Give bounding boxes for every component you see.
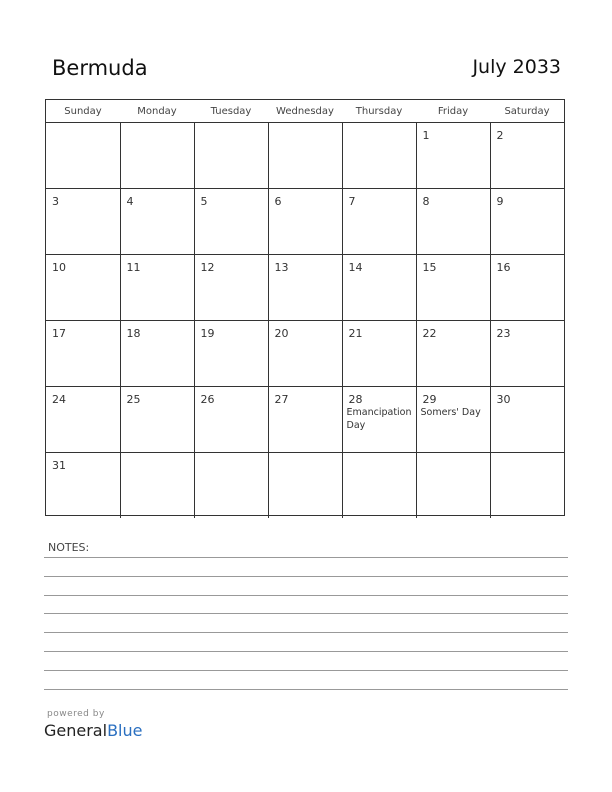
holiday-event: Emancipation Day bbox=[346, 407, 412, 431]
note-line bbox=[44, 576, 568, 577]
day-cell bbox=[194, 387, 268, 453]
day-cell bbox=[46, 387, 120, 453]
day-cell bbox=[120, 123, 194, 189]
day-cell bbox=[416, 189, 490, 255]
month-year-title: July 2033 bbox=[472, 56, 561, 78]
day-cell bbox=[342, 321, 416, 387]
day-number bbox=[121, 453, 194, 459]
day-cell bbox=[120, 255, 194, 321]
week-row bbox=[46, 321, 564, 387]
weekday-tuesday: Tuesday bbox=[194, 100, 268, 123]
day-cell bbox=[120, 321, 194, 387]
day-number: 8 bbox=[422, 195, 430, 208]
day-number: 9 bbox=[496, 195, 504, 208]
day-cell bbox=[46, 123, 120, 189]
day-number: 28 bbox=[348, 393, 363, 406]
day-cell bbox=[416, 453, 490, 519]
day-cell bbox=[416, 387, 490, 453]
day-number: 30 bbox=[496, 393, 511, 406]
day-cell bbox=[268, 453, 342, 519]
day-number bbox=[269, 453, 342, 459]
day-number bbox=[343, 123, 416, 129]
day-number: 31 bbox=[52, 459, 66, 472]
day-number: 20 bbox=[274, 327, 289, 340]
day-cell bbox=[490, 453, 564, 519]
day-cell bbox=[194, 255, 268, 321]
day-number: 13 bbox=[274, 261, 289, 274]
day-number bbox=[417, 453, 490, 459]
note-line bbox=[44, 613, 568, 614]
day-cell bbox=[194, 321, 268, 387]
week-row bbox=[46, 123, 564, 189]
holiday-event: Somers' Day bbox=[420, 407, 481, 418]
day-number: 19 bbox=[200, 327, 215, 340]
day-number bbox=[491, 453, 565, 459]
day-cell bbox=[194, 453, 268, 519]
day-number: 26 bbox=[200, 393, 215, 406]
day-cell bbox=[342, 255, 416, 321]
day-number: 15 bbox=[422, 261, 437, 274]
day-number: 2 bbox=[496, 129, 504, 142]
day-cell bbox=[490, 123, 564, 189]
day-cell bbox=[120, 453, 194, 519]
weekday-wednesday: Wednesday bbox=[268, 100, 342, 123]
day-cell bbox=[46, 255, 120, 321]
day-number: 5 bbox=[200, 195, 208, 208]
week-row bbox=[46, 189, 564, 255]
day-number: 12 bbox=[200, 261, 215, 274]
day-number: 24 bbox=[52, 393, 66, 406]
day-cell bbox=[46, 321, 120, 387]
day-number: 17 bbox=[52, 327, 66, 340]
day-cell bbox=[194, 189, 268, 255]
day-number: 6 bbox=[274, 195, 282, 208]
day-number: 14 bbox=[348, 261, 363, 274]
day-cell bbox=[342, 123, 416, 189]
day-number: 3 bbox=[52, 195, 59, 208]
day-number: 25 bbox=[126, 393, 141, 406]
calendar-grid bbox=[45, 99, 565, 516]
day-cell bbox=[342, 189, 416, 255]
day-cell bbox=[490, 189, 564, 255]
day-cell bbox=[268, 189, 342, 255]
brand-logo[interactable] bbox=[44, 721, 142, 740]
day-cell bbox=[490, 387, 564, 453]
weekday-header-row bbox=[46, 100, 564, 123]
note-line bbox=[44, 557, 568, 558]
day-cell bbox=[194, 123, 268, 189]
brand-blue: Blue bbox=[107, 721, 143, 740]
day-cell bbox=[268, 255, 342, 321]
day-number: 10 bbox=[52, 261, 66, 274]
brand-general: General bbox=[44, 721, 108, 740]
day-cell bbox=[490, 255, 564, 321]
day-number: 16 bbox=[496, 261, 511, 274]
day-cell bbox=[268, 387, 342, 453]
day-number: 27 bbox=[274, 393, 289, 406]
note-line bbox=[44, 595, 568, 596]
notes-label: NOTES: bbox=[48, 541, 90, 554]
day-number: 4 bbox=[126, 195, 134, 208]
day-cell bbox=[120, 189, 194, 255]
note-line bbox=[44, 651, 568, 652]
day-cell bbox=[268, 123, 342, 189]
day-cell bbox=[416, 321, 490, 387]
country-title: Bermuda bbox=[52, 56, 148, 80]
day-number: 1 bbox=[422, 129, 430, 142]
day-cell bbox=[268, 321, 342, 387]
day-cell bbox=[342, 387, 416, 453]
day-number bbox=[343, 453, 416, 459]
day-number: 21 bbox=[348, 327, 363, 340]
week-row bbox=[46, 255, 564, 321]
day-number bbox=[121, 123, 194, 129]
weekday-saturday: Saturday bbox=[490, 100, 564, 123]
note-line bbox=[44, 632, 568, 633]
weekday-monday: Monday bbox=[120, 100, 194, 123]
week-row bbox=[46, 453, 564, 519]
day-cell bbox=[46, 453, 120, 519]
day-number: 7 bbox=[348, 195, 356, 208]
day-number: 23 bbox=[496, 327, 511, 340]
weekday-friday: Friday bbox=[416, 100, 490, 123]
day-cell bbox=[416, 255, 490, 321]
weekday-sunday: Sunday bbox=[46, 100, 120, 123]
note-line bbox=[44, 689, 568, 690]
day-cell bbox=[416, 123, 490, 189]
note-line bbox=[44, 670, 568, 671]
day-number: 22 bbox=[422, 327, 437, 340]
day-number bbox=[195, 453, 268, 459]
day-number bbox=[195, 123, 268, 129]
weekday-thursday: Thursday bbox=[342, 100, 416, 123]
day-number bbox=[46, 123, 120, 129]
day-cell bbox=[46, 189, 120, 255]
powered-by-text: powered by bbox=[47, 709, 105, 719]
week-row bbox=[46, 387, 564, 453]
day-cell bbox=[490, 321, 564, 387]
day-number: 11 bbox=[126, 261, 141, 274]
day-cell bbox=[120, 387, 194, 453]
day-number: 18 bbox=[126, 327, 141, 340]
day-number: 29 bbox=[422, 393, 437, 406]
day-number bbox=[269, 123, 342, 129]
day-cell bbox=[342, 453, 416, 519]
